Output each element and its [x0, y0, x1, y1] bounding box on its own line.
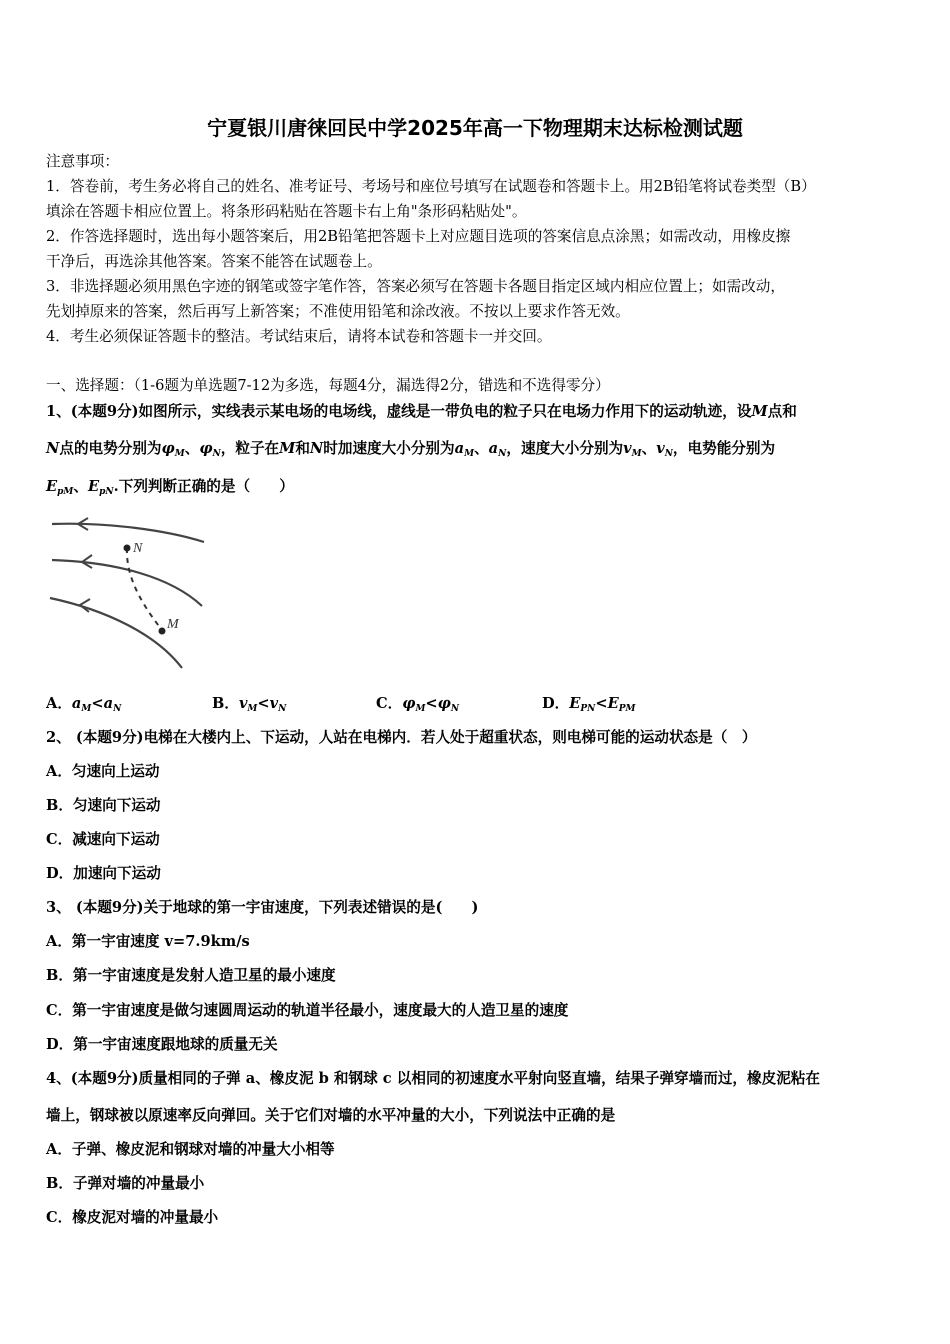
q1-var-a: a — [103, 695, 114, 712]
q1-sub: M — [174, 449, 185, 459]
q1-text: ，速度大小分别为 — [506, 440, 624, 457]
q1-var-v: v — [238, 695, 248, 712]
q1-var-e: E — [569, 695, 581, 712]
q1-var-n: N — [46, 440, 60, 457]
q1-text: ，电势能分别为 — [672, 440, 776, 457]
notice-heading: 注意事项： — [46, 153, 119, 170]
field-line-2 — [52, 560, 202, 606]
section-heading: 一、选择题：（1-6题为单选题7-12为多选，每题4分，漏选得2分，错选和不选得零分） — [46, 377, 610, 394]
q1-var-m: M — [751, 403, 768, 420]
q1-sub: pM — [57, 487, 74, 497]
label-n: N — [133, 541, 143, 556]
particle-trajectory — [127, 548, 162, 630]
q1-option-b — [212, 692, 286, 714]
notice-line-6: 先划掉原来的答案，然后再写上新答案；不准使用铅笔和涂改液。不按以上要求作答无效。 — [46, 303, 630, 320]
q1-var-e: E — [46, 478, 58, 495]
q3-option-c: C．第一宇宙速度是做匀速圆周运动的轨道半径最小，速度最大的人造卫星的速度 — [46, 1002, 569, 1019]
q1-var-v: v — [269, 695, 279, 712]
q1-sub: N — [278, 704, 287, 714]
q1-phi: φ — [161, 440, 175, 457]
q1-var-e: E — [88, 478, 100, 495]
q1-text: 和 — [295, 440, 310, 457]
q1-sub: N — [664, 449, 673, 459]
q2-option-c: C．减速向下运动 — [46, 831, 160, 848]
q1-sub: M — [631, 449, 642, 459]
option-label: C． — [376, 695, 403, 712]
q4-option-c: C．橡皮泥对墙的冲量最小 — [46, 1209, 219, 1226]
less-than: < — [257, 695, 270, 712]
q1-sep: 、 — [73, 478, 88, 495]
q1-sub: M — [81, 704, 92, 714]
q1-sub: N — [113, 704, 122, 714]
q1-text: 点的电势分别为 — [59, 440, 162, 457]
q1-var-a: a — [454, 440, 465, 457]
q1-option-a — [46, 692, 121, 714]
q1-phi: φ — [437, 695, 451, 712]
q1-var-e: E — [607, 695, 619, 712]
notice-line-4: 干净后，再选涂其他答案。答案不能答在试题卷上。 — [46, 253, 382, 270]
q1-var-a: a — [488, 440, 499, 457]
q4-option-b: B．子弹对墙的冲量最小 — [46, 1175, 205, 1192]
q1-text: ，粒子在 — [220, 440, 280, 457]
q1-sub: PN — [580, 704, 596, 714]
page-title: 宁夏银川唐徕回民中学2025年高一下物理期末达标检测试题 — [207, 116, 743, 140]
q1-option-d — [542, 692, 635, 714]
label-m: M — [167, 617, 179, 632]
q1-line-3 — [46, 477, 294, 502]
notice-line-7: 4．考生必须保证答题卡的整洁。考试结束后，请将本试卷和答题卡一并交回。 — [46, 328, 552, 345]
less-than: < — [595, 695, 608, 712]
q1-var-v: v — [656, 440, 665, 457]
q3-option-b: B．第一宇宙速度是发射人造卫星的最小速度 — [46, 967, 336, 984]
q2-option-d: D．加速向下运动 — [46, 865, 161, 882]
q4-line-2: 墙上，钢球被以原速率反向弹回。关于它们对墙的水平冲量的大小，下列说法中正确的是 — [46, 1107, 616, 1124]
q1-sub: M — [464, 449, 475, 459]
q1-text: 点和 — [767, 403, 797, 420]
q1-var-a: a — [71, 695, 82, 712]
q1-sub: pN — [99, 487, 114, 497]
less-than: < — [91, 695, 104, 712]
q1-phi: φ — [199, 440, 213, 457]
q1-sub: N — [498, 449, 507, 459]
q1-text: .下列判断正确的是（ ） — [113, 478, 294, 495]
less-than: < — [425, 695, 438, 712]
q1-sep: 、 — [641, 440, 657, 457]
q1-sub: N — [450, 704, 460, 714]
q1-sep: 、 — [184, 440, 200, 457]
q1-sub: M — [415, 704, 426, 714]
q3-option-a: A．第一宇宙速度 v=7.9km/s — [46, 933, 250, 950]
notice-line-5: 3．非选择题必须用黑色字迹的钢笔或签字笔作答，答案必须写在答题卡各题目指定区域内相应位置上；如需改动， — [46, 278, 785, 295]
q1-sub: M — [247, 704, 258, 714]
q1-var-n: N — [309, 440, 324, 457]
option-label: A． — [46, 695, 72, 712]
arrow-head-3 — [80, 599, 90, 612]
q1-text: 1、(本题9分)如图所示，实线表示某电场的电场线，虚线是一带负电的粒子只在电场力作用下的运动轨迹，设 — [46, 403, 752, 420]
q1-var-v: v — [623, 440, 632, 457]
point-n-dot — [124, 545, 131, 552]
q1-line-2 — [46, 439, 775, 464]
q1-var-m: M — [279, 440, 296, 457]
q1-sub: N — [212, 449, 221, 459]
q1-line-1 — [46, 402, 797, 422]
option-label: B． — [212, 695, 239, 712]
notice-line-3: 2．作答选择题时，选出每小题答案后，用2B铅笔把答题卡上对应题目选项的答案信息点涂黑；如需改动，用橡皮擦 — [46, 228, 791, 245]
notice-line-1: 1．答卷前，考生务必将自己的姓名、准考证号、考场号和座位号填写在试题卷和答题卡上。用2B铅笔将试卷类型（B） — [46, 178, 816, 195]
q2-option-b: B．匀速向下运动 — [46, 797, 161, 814]
q3-option-d: D．第一宇宙速度跟地球的质量无关 — [46, 1036, 278, 1053]
notice-line-2: 填涂在答题卡相应位置上。将条形码粘贴在答题卡右上角"条形码粘贴处"。 — [46, 203, 527, 220]
electric-field-figure — [46, 512, 216, 672]
q4-option-a: A．子弹、橡皮泥和钢球对墙的冲量大小相等 — [46, 1141, 335, 1158]
q1-text: 时加速度大小分别为 — [323, 440, 455, 457]
q1-option-c — [376, 692, 459, 714]
point-m-dot — [159, 628, 166, 635]
q1-sub: PM — [618, 704, 636, 714]
q3-stem: 3、 (本题9分)关于地球的第一宇宙速度，下列表述错误的是( ) — [46, 899, 479, 916]
q2-option-a: A．匀速向上运动 — [46, 763, 160, 780]
field-line-1 — [52, 524, 204, 542]
q1-sep: 、 — [474, 440, 489, 457]
q4-line-1: 4、(本题9分)质量相同的子弹 a、橡皮泥 b 和钢球 c 以相同的初速度水平射向竖直墙，结果子弹穿墙而过，橡皮泥粘在 — [46, 1070, 820, 1087]
q2-stem: 2、 (本题9分)电梯在大楼内上、下运动，人站在电梯内．若人处于超重状态，则电梯可能的运动状态是（ ） — [46, 729, 757, 746]
option-label: D． — [542, 695, 570, 712]
q1-phi: φ — [402, 695, 416, 712]
